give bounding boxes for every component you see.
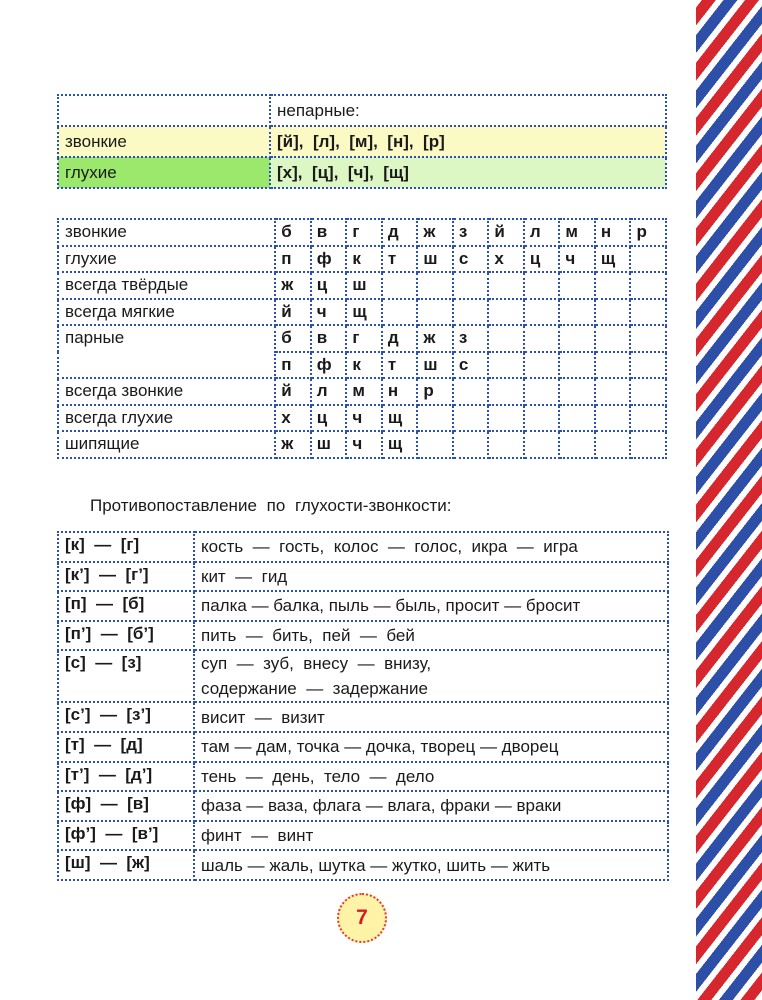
table-row [58, 621, 668, 651]
letter-cell: й [488, 219, 524, 246]
letter-cell [453, 431, 489, 458]
sound-pair: [п’] — [б’] [58, 621, 194, 651]
letter-cell [488, 299, 524, 326]
letter-cell: б [275, 325, 311, 352]
letter-cell [382, 272, 418, 299]
sound-pair: [т] — [д] [58, 732, 194, 762]
letter-cell: щ [382, 405, 418, 432]
unpaired-consonants-table [57, 94, 667, 189]
letter-cell: б [275, 219, 311, 246]
letter-cell [524, 272, 560, 299]
letter-cell: х [488, 246, 524, 273]
letter-cell [595, 299, 631, 326]
letter-cell: ц [524, 246, 560, 273]
letter-cell: с [453, 352, 489, 379]
letter-cell [595, 272, 631, 299]
letter-cell: т [382, 352, 418, 379]
letter-cell: ж [417, 219, 453, 246]
letter-cell: ж [275, 272, 311, 299]
letter-cell: п [275, 246, 311, 273]
voiceless-label: глухие [58, 157, 270, 188]
word-examples [194, 791, 668, 821]
letter-cell [488, 405, 524, 432]
table-row [58, 219, 666, 246]
voiceless-unpaired-values: [х], [ц], [ч], [щ] [270, 157, 666, 188]
letter-cell [417, 405, 453, 432]
letter-cell: ф [311, 352, 347, 379]
letter-cell [559, 405, 595, 432]
word-examples [194, 532, 668, 562]
word-examples [194, 821, 668, 851]
letter-cell: г [346, 325, 382, 352]
example-line: кость — гость, колос — голос, икра — игра [201, 537, 578, 557]
table-row [58, 378, 666, 405]
section-heading: Противопоставление по глухости-звонкости: [90, 496, 452, 515]
letter-cell [417, 431, 453, 458]
letter-cell: ч [559, 246, 595, 273]
row-label: всегда звонкие [58, 378, 275, 405]
letter-cell [630, 325, 666, 352]
letter-cell: ц [311, 405, 347, 432]
letter-cell: р [417, 378, 453, 405]
letter-cell: к [346, 246, 382, 273]
letter-cell: ч [346, 405, 382, 432]
letter-cell: ш [417, 246, 453, 273]
letter-cell: ф [311, 246, 347, 273]
letter-cell: л [524, 219, 560, 246]
letter-cell: з [453, 219, 489, 246]
sound-pair: [с] — [з] [58, 650, 194, 702]
letter-cell: н [595, 219, 631, 246]
letter-cell [559, 431, 595, 458]
letter-cell [630, 246, 666, 273]
sound-pair: [ш] — [ж] [58, 850, 194, 880]
letter-cell [595, 352, 631, 379]
table-row [58, 650, 668, 702]
letter-cell [559, 352, 595, 379]
letter-cell [559, 272, 595, 299]
table-row [58, 532, 668, 562]
word-examples [194, 850, 668, 880]
voiced-label: звонкие [58, 126, 270, 157]
letter-cell [524, 325, 560, 352]
letter-cell: р [630, 219, 666, 246]
example-line: шаль — жаль, шутка — жутко, шить — жить [201, 855, 551, 875]
letter-cell: г [346, 219, 382, 246]
letter-cell [559, 378, 595, 405]
letter-cell: ц [311, 272, 347, 299]
letter-cell: щ [595, 246, 631, 273]
letter-cell: в [311, 325, 347, 352]
table-row [58, 850, 668, 880]
letter-cell: н [382, 378, 418, 405]
letter-cell [559, 325, 595, 352]
table-row [58, 272, 666, 299]
letter-cell [524, 352, 560, 379]
table-row [58, 299, 666, 326]
row-label: шипящие [58, 431, 275, 458]
example-line: финт — винт [201, 826, 314, 846]
sound-pair: [т’] — [д’] [58, 762, 194, 792]
table-row [58, 821, 668, 851]
letter-cell: щ [382, 431, 418, 458]
letter-cell: п [275, 352, 311, 379]
letter-cell: д [382, 219, 418, 246]
letter-cell: ш [346, 272, 382, 299]
table-row [58, 762, 668, 792]
sound-pair: [ф] — [в] [58, 791, 194, 821]
table-row [58, 732, 668, 762]
row-label: глухие [58, 246, 275, 273]
example-line: палка — балка, пыль — быль, просит — бросит [201, 596, 581, 616]
letter-cell [488, 431, 524, 458]
letter-cell: ч [311, 299, 347, 326]
table-row [58, 95, 666, 126]
table-row [58, 431, 666, 458]
letter-cell: с [453, 246, 489, 273]
letter-cell: ш [311, 431, 347, 458]
letter-cell: ч [346, 431, 382, 458]
letter-cell: й [275, 299, 311, 326]
letter-cell [453, 299, 489, 326]
letter-cell [417, 272, 453, 299]
sound-pair: [п] — [б] [58, 591, 194, 621]
letter-cell [630, 352, 666, 379]
letter-cell [453, 272, 489, 299]
letter-cell [524, 378, 560, 405]
word-examples [194, 591, 668, 621]
sound-pair: [к’] — [г’] [58, 562, 194, 592]
letter-cell [524, 299, 560, 326]
letter-cell [630, 272, 666, 299]
word-examples [194, 732, 668, 762]
row-label: звонкие [58, 219, 275, 246]
table-row [58, 791, 668, 821]
letter-cell [524, 431, 560, 458]
table-row [58, 246, 666, 273]
letter-cell: т [382, 246, 418, 273]
letter-cell [453, 405, 489, 432]
sound-pair: [ф’] — [в’] [58, 821, 194, 851]
letter-cell: д [382, 325, 418, 352]
word-examples [194, 562, 668, 592]
table-row [58, 157, 666, 188]
letter-cell [488, 272, 524, 299]
letter-cell: й [275, 378, 311, 405]
letter-cell [488, 352, 524, 379]
letter-cell: л [311, 378, 347, 405]
row-label: всегда твёрдые [58, 272, 275, 299]
letter-cell [630, 405, 666, 432]
table-row [58, 702, 668, 732]
letter-cell [630, 378, 666, 405]
letter-cell: в [311, 219, 347, 246]
letter-cell: м [559, 219, 595, 246]
letter-cell [595, 378, 631, 405]
table-row [58, 562, 668, 592]
table-row [58, 591, 668, 621]
unpaired-header: непарные: [270, 95, 666, 126]
letter-cell [630, 299, 666, 326]
word-examples [194, 621, 668, 651]
row-label: всегда мягкие [58, 299, 275, 326]
letter-cell: м [346, 378, 382, 405]
letter-cell [595, 431, 631, 458]
row-label: всегда глухие [58, 405, 275, 432]
letter-cell [488, 325, 524, 352]
letter-cell [382, 299, 418, 326]
letter-cell [595, 325, 631, 352]
page-number: 7 [337, 893, 387, 943]
consonant-classification-table [57, 218, 667, 459]
row-label: парные [58, 325, 275, 378]
example-line: содержание — задержание [201, 679, 428, 699]
letter-cell [595, 405, 631, 432]
example-line: кит — гид [201, 566, 288, 586]
example-line: висит — визит [201, 707, 325, 727]
letter-cell [630, 431, 666, 458]
letter-cell [417, 299, 453, 326]
example-line: пить — бить, пей — бей [201, 626, 415, 646]
letter-cell: х [275, 405, 311, 432]
word-examples [194, 702, 668, 732]
letter-cell: щ [346, 299, 382, 326]
letter-cell [488, 378, 524, 405]
letter-cell: ш [417, 352, 453, 379]
example-line: там — дам, точка — дочка, творец — дворец [201, 737, 559, 757]
letter-cell: к [346, 352, 382, 379]
table-row [58, 126, 666, 157]
word-examples [194, 762, 668, 792]
table-row [58, 325, 666, 352]
sound-pair: [с’] — [з’] [58, 702, 194, 732]
letter-cell [559, 299, 595, 326]
decorative-stripe-border [696, 0, 762, 1000]
letter-cell [524, 405, 560, 432]
example-line: тень — день, тело — дело [201, 766, 435, 786]
word-examples [194, 650, 668, 702]
voiced-unpaired-values: [й], [л], [м], [н], [р] [270, 126, 666, 157]
letter-cell: з [453, 325, 489, 352]
example-line: суп — зуб, внесу — внизу, [201, 654, 432, 674]
voicing-opposition-table [57, 531, 669, 881]
table-row [58, 405, 666, 432]
letter-cell: ж [417, 325, 453, 352]
letter-cell: ж [275, 431, 311, 458]
example-line: фаза — ваза, флага — влага, фраки — враки [201, 796, 562, 816]
letter-cell [453, 378, 489, 405]
sound-pair: [к] — [г] [58, 532, 194, 562]
